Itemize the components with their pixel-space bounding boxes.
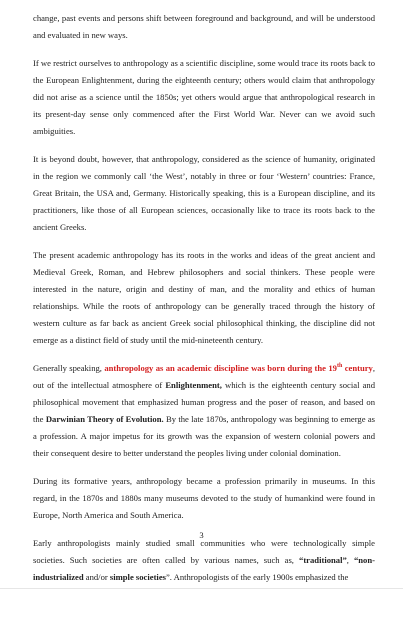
superscript-th: th <box>336 363 343 370</box>
footer-divider <box>0 588 403 589</box>
bold-term-traditional: “traditional” <box>299 555 347 565</box>
text-run: By the late 1870s, anthropology was beginning to emerge as a profession. A major impetus for its growth was the expansion of western colonial powers and their consequent desire to better understand the peoples living under colonial domination. <box>33 414 375 458</box>
text-run: Generally speaking, <box>33 363 105 373</box>
bold-term-enlightenment: Enlightenment, <box>165 380 222 390</box>
body-text <box>33 10 375 595</box>
text-run: , <box>346 555 354 565</box>
text-run: , out of the intellectual atmosphere of <box>33 363 376 390</box>
text-run: and/or <box>83 572 110 582</box>
paragraph-scientific-discipline: If we restrict ourselves to anthropology as a scientific discipline, some would trace its roots back to the European Enlightenment, during the eighteenth century; others would claim that anthropology did not arise as a science until the 1850s; yet others would argue that anthropological research in its present-day sense only commenced after the First World War. Never can we avoid such ambiguities. <box>33 58 375 136</box>
bold-term-non-industrialized: “non-industrialized <box>33 555 375 582</box>
highlighted-phrase-century: century <box>344 363 373 373</box>
text-run: ”. Anthropologists of the early 1900s emphasized the <box>165 572 349 582</box>
text-run: Early anthropologists mainly studied small communities who were technologically simple societies. Such societies are often called by various names, such as, <box>33 538 375 565</box>
bold-term-darwinian-theory: Darwinian Theory of Evolution. <box>45 414 164 424</box>
paragraph-museums: During its formative years, anthropology became a profession primarily in museums. In this regard, in the 1870s and 1880s many museums devoted to the study of humankind were found in Europe, North America and South America. <box>33 476 375 520</box>
paragraph-early-anthropologists <box>33 535 375 586</box>
bold-term-simple-societies: simple societies <box>109 572 166 582</box>
paragraph-continuation: change, past events and persons shift between foreground and background, and will be understood and evaluated in new ways. <box>33 13 375 40</box>
text-run: which is the eighteenth century social and philosophical movement that emphasized human progress and the poser of reason, and based on the <box>33 380 375 424</box>
highlighted-phrase: anthropology as an academic discipline was born during the 19 <box>104 363 337 373</box>
paragraph-western-origins: It is beyond doubt, however, that anthropology, considered as the science of humanity, originated in the region we commonly call ‘the West’, notably in three or four ‘Western’ countries: France, Great Britain, the USA and, Germany. Historically speaking, this is a European discipline, and its practitioners, like those of all European sciences, occasionally like to trace its roots back to the ancient Greeks. <box>33 154 375 232</box>
page-number: 3 <box>199 530 204 540</box>
paragraph-nineteenth-century <box>33 360 375 462</box>
paragraph-academic-roots: The present academic anthropology has its roots in the works and ideas of the great ancient and Medieval Greek, Roman, and Hebrew philosophers and social thinkers. These people were interested in the nature, origin and destiny of man, and the morality and ethics of human relationships. While the roots of anthropology can be generally traced through the history of western culture as far back as ancient Greek social philosophical thinking, the discipline did not emerge as a distinct field of study until the mid-nineteenth century. <box>33 250 375 345</box>
